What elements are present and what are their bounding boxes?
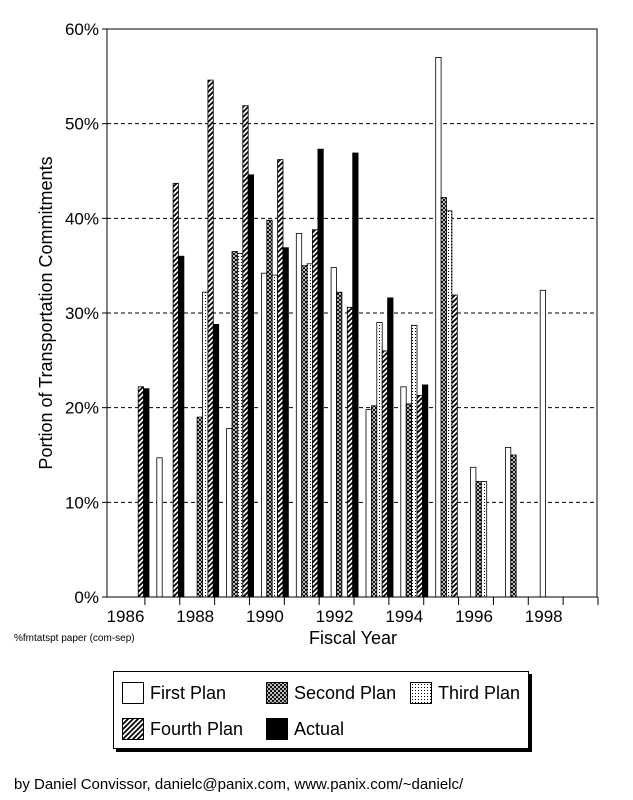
bar — [296, 234, 301, 598]
bar — [382, 351, 387, 597]
y-tick-label: 20% — [64, 398, 99, 418]
x-tick-label: 1996 — [455, 607, 493, 626]
legend-swatch-crosshatch — [266, 682, 288, 704]
bar — [481, 482, 486, 598]
bar — [208, 80, 213, 597]
bar — [417, 395, 422, 597]
y-tick-label: 40% — [64, 209, 99, 229]
bar — [173, 183, 178, 597]
bar — [388, 298, 393, 597]
bar — [272, 275, 277, 597]
legend-label: Actual — [294, 718, 345, 739]
legend-swatch-white — [122, 682, 144, 704]
bar — [227, 429, 232, 598]
bar — [452, 295, 457, 597]
bar — [347, 307, 352, 597]
legend-swatch-diagonal — [122, 718, 144, 740]
legend-label: First Plan — [150, 682, 227, 703]
bar — [283, 248, 288, 597]
bar — [267, 220, 272, 597]
bar — [422, 385, 427, 597]
legend-swatch-dots — [410, 682, 432, 704]
bar — [302, 266, 307, 597]
bar — [203, 292, 208, 597]
legend — [113, 671, 529, 749]
y-tick-label: 30% — [64, 304, 99, 323]
bar — [312, 230, 317, 597]
bar — [248, 175, 253, 597]
bar — [511, 455, 516, 597]
x-tick-label: 1992 — [315, 607, 354, 626]
bar — [436, 57, 441, 597]
legend-label: Third Plan — [438, 682, 521, 703]
bar — [337, 292, 342, 597]
bar — [144, 389, 149, 597]
bar — [318, 149, 323, 597]
bar — [232, 252, 237, 598]
bar — [179, 256, 184, 597]
bar — [377, 323, 382, 598]
legend-item-second-plan — [266, 682, 396, 704]
bar — [406, 404, 411, 597]
bar — [471, 467, 476, 597]
bar — [213, 324, 218, 597]
bar — [237, 253, 242, 597]
x-tick-label: 1994 — [385, 607, 424, 626]
bar — [441, 198, 446, 598]
author-credit: by Daniel Convissor, danielc@panix.com, www.panix.com/~danielc/ — [14, 776, 464, 793]
legend-item-third-plan — [410, 682, 520, 704]
bar — [138, 387, 143, 597]
bar — [371, 406, 376, 597]
bar — [197, 417, 202, 597]
y-tick-label: 0% — [74, 588, 99, 607]
y-axis-title: Portion of Transportation Commitments — [36, 156, 56, 470]
x-tick-label: 1998 — [524, 607, 563, 626]
bars — [138, 57, 545, 597]
bar — [401, 387, 406, 597]
legend-item-actual — [266, 718, 344, 740]
legend-swatch-black — [266, 718, 288, 740]
bar — [540, 290, 545, 597]
legend-label: Fourth Plan — [150, 718, 244, 739]
x-tick-label: 1986 — [106, 607, 145, 626]
y-tick-label: 10% — [64, 493, 99, 513]
bar — [331, 268, 336, 597]
bar — [243, 106, 248, 597]
y-tick-label: 60% — [64, 20, 99, 39]
footnote: %fmtatspt paper (com-sep) — [14, 633, 135, 644]
legend-label: Second Plan — [294, 682, 397, 703]
bar — [307, 264, 312, 597]
bar — [412, 325, 417, 597]
bar — [505, 447, 510, 597]
bar — [157, 458, 162, 597]
bar — [447, 211, 452, 597]
x-tick-label: 1990 — [245, 607, 284, 626]
legend-item-first-plan — [122, 682, 226, 704]
bar — [476, 482, 481, 598]
y-tick-label: 50% — [64, 114, 99, 134]
x-tick-label: 1988 — [176, 607, 215, 626]
bar — [366, 410, 371, 597]
bar — [261, 273, 266, 597]
bar — [278, 160, 283, 597]
x-axis-title: Fiscal Year — [308, 628, 398, 648]
legend-item-fourth-plan — [122, 718, 243, 740]
bar — [353, 153, 358, 597]
